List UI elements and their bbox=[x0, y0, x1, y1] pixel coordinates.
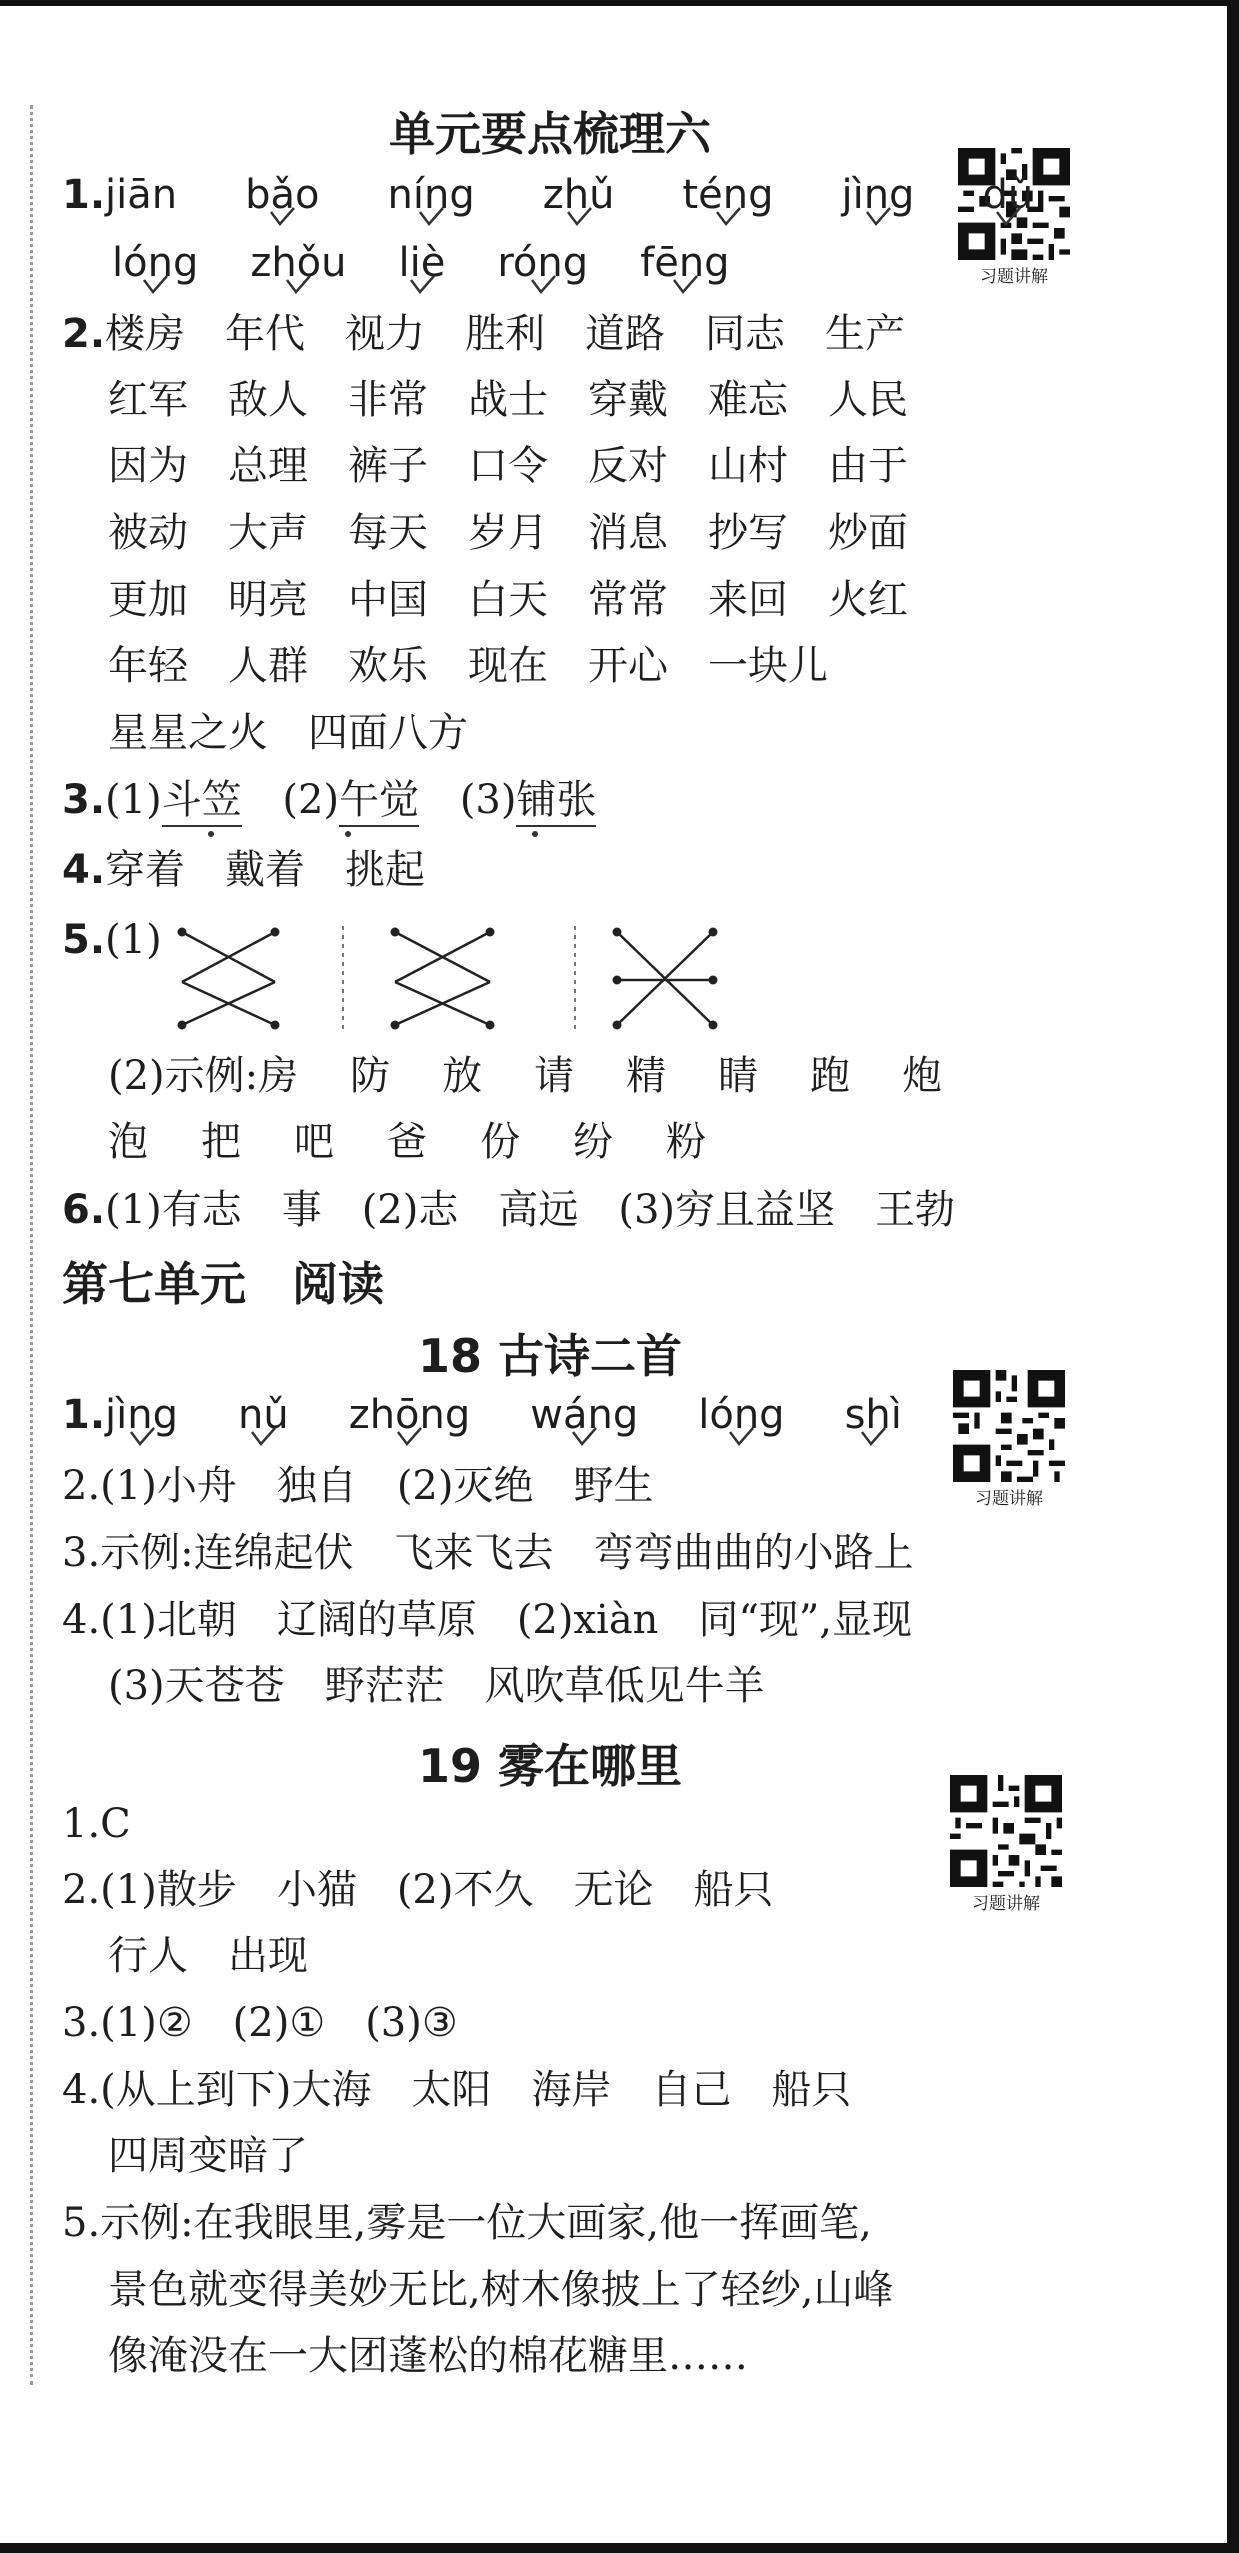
word: 消息 bbox=[588, 510, 668, 556]
word: 年代 bbox=[225, 311, 306, 357]
qr-caption: 习题讲解 bbox=[975, 1489, 1043, 1509]
word: 被动 bbox=[108, 510, 188, 556]
scan-border-bottom bbox=[0, 2543, 1239, 2553]
l18-q1-pinyin bbox=[62, 1392, 902, 1438]
word: 来回 bbox=[708, 577, 788, 623]
l19-q2-line2: 行人 出现 bbox=[108, 1933, 308, 1979]
word: 敌人 bbox=[228, 377, 308, 423]
word: 口令 bbox=[468, 443, 548, 489]
sub-index: (3) bbox=[459, 777, 517, 823]
pinyin-word: jiān bbox=[105, 172, 178, 218]
word: 年轻 bbox=[108, 643, 188, 689]
character: 纷 bbox=[573, 1119, 613, 1165]
pinyin-word: zhǒu bbox=[250, 240, 346, 286]
l19-q1: 1.C bbox=[62, 1801, 131, 1847]
word: 挑起 bbox=[345, 847, 426, 893]
word: 穿戴 bbox=[588, 377, 668, 423]
character: 粉 bbox=[666, 1119, 706, 1165]
word: 中国 bbox=[348, 577, 428, 623]
qr-code-icon bbox=[953, 1370, 1065, 1482]
binding-dotted-line bbox=[30, 105, 33, 2385]
u6-q5-part2-row2 bbox=[108, 1114, 706, 1170]
matching-group-3 bbox=[613, 928, 718, 1030]
check-mark-icon bbox=[565, 206, 593, 228]
check-mark-icon bbox=[408, 274, 436, 296]
pinyin-word: nǔ bbox=[238, 1392, 289, 1438]
emphasis-dot bbox=[208, 831, 214, 837]
word: 红军 bbox=[108, 377, 188, 423]
word: 战士 bbox=[468, 377, 548, 423]
check-mark-icon bbox=[864, 206, 892, 228]
u6-q1-pinyin-row1 bbox=[62, 172, 1033, 218]
word: 欢乐 bbox=[348, 643, 428, 689]
check-mark-icon bbox=[395, 1426, 423, 1448]
u6-q4 bbox=[62, 842, 465, 898]
qr-code-lesson18[interactable] bbox=[953, 1370, 1065, 1509]
matching-diagram bbox=[160, 920, 720, 1040]
character: 把 bbox=[201, 1119, 241, 1165]
l19-q5-line3: 像淹没在一大团蓬松的棉花糖里…… bbox=[108, 2333, 748, 2379]
word: 抄写 bbox=[708, 510, 788, 556]
word: 人民 bbox=[828, 377, 908, 423]
check-mark-icon bbox=[671, 274, 699, 296]
u6-q5-part2-row1 bbox=[108, 1048, 942, 1104]
l19-q2-line1: 2.(1)散步 小猫 (2)不久 无论 船只 bbox=[62, 1867, 774, 1913]
word: 道路 bbox=[585, 311, 666, 357]
pinyin-word: lóng bbox=[698, 1392, 784, 1438]
pinyin-word: zhōng bbox=[349, 1392, 471, 1438]
character: 防 bbox=[350, 1053, 391, 1099]
l19-q5-line2: 景色就变得美妙无比,树木像披上了轻纱,山峰 bbox=[108, 2267, 894, 2313]
question-number: 2. bbox=[62, 311, 106, 357]
matching-group-2 bbox=[391, 928, 495, 1030]
matching-group-1 bbox=[178, 928, 280, 1030]
pinyin-word: shì bbox=[845, 1392, 902, 1438]
word: 白天 bbox=[468, 577, 548, 623]
word: 因为 bbox=[108, 443, 188, 489]
qr-caption: 习题讲解 bbox=[980, 267, 1048, 287]
pinyin-word: níng bbox=[388, 172, 475, 218]
unit6-title: 单元要点梳理六 bbox=[389, 107, 711, 161]
word: 同志 bbox=[705, 311, 786, 357]
check-mark-icon bbox=[249, 1426, 277, 1448]
word: 四面八方 bbox=[308, 710, 468, 756]
character: 爸 bbox=[387, 1119, 427, 1165]
word: 常常 bbox=[588, 577, 668, 623]
word: 每天 bbox=[348, 510, 428, 556]
l19-q3: 3.(1)② (2)① (3)③ bbox=[62, 2000, 458, 2046]
sub-index: (2)示例: bbox=[108, 1053, 259, 1099]
l18-q4-line1: 4.(1)北朝 辽阔的草原 (2)xiàn 同“现”,显现 bbox=[62, 1597, 913, 1643]
check-mark-icon bbox=[994, 206, 1022, 228]
character: 泡 bbox=[108, 1119, 148, 1165]
word: 戴着 bbox=[225, 847, 306, 893]
character: 跑 bbox=[810, 1053, 851, 1099]
check-mark-icon bbox=[417, 206, 445, 228]
answer-text: (1)有志 事 (2)志 高远 (3)穷且益坚 王勃 bbox=[105, 1187, 956, 1233]
character: 份 bbox=[480, 1119, 520, 1165]
l18-q4-line2: (3)天苍苍 野茫茫 风吹草低见牛羊 bbox=[108, 1663, 765, 1709]
word: 反对 bbox=[588, 443, 668, 489]
character: 炮 bbox=[902, 1053, 943, 1099]
pinyin-word: róng bbox=[497, 240, 588, 286]
check-mark-icon bbox=[727, 1426, 755, 1448]
word: 炒面 bbox=[828, 510, 908, 556]
pinyin-word: jìng bbox=[841, 172, 914, 218]
qr-code-icon bbox=[950, 1775, 1062, 1887]
word: 明亮 bbox=[228, 577, 308, 623]
question-number: 6. bbox=[62, 1187, 106, 1233]
qr-code-lesson19[interactable] bbox=[950, 1775, 1062, 1914]
word: 胜利 bbox=[465, 311, 546, 357]
word: 现在 bbox=[468, 643, 548, 689]
pinyin-word: zhǔ bbox=[543, 172, 615, 218]
word: 一块儿 bbox=[708, 643, 828, 689]
question-number: 5. bbox=[62, 917, 106, 963]
question-number: 1. bbox=[62, 1392, 106, 1438]
scan-border-right bbox=[1227, 0, 1239, 2553]
character: 放 bbox=[442, 1053, 483, 1099]
check-mark-icon bbox=[284, 274, 312, 296]
scan-border-top bbox=[0, 0, 1239, 6]
check-mark-icon bbox=[128, 1426, 156, 1448]
question-number: 3. bbox=[62, 777, 106, 823]
sub-index: (1) bbox=[105, 777, 162, 823]
underlined-answer: 铺张 bbox=[516, 777, 596, 827]
sub-index: (1) bbox=[105, 917, 162, 963]
u6-q2-row bbox=[108, 438, 948, 494]
check-mark-icon bbox=[141, 274, 169, 296]
check-mark-icon bbox=[570, 1426, 598, 1448]
u6-q2-row bbox=[108, 372, 948, 428]
question-number: 1. bbox=[62, 172, 106, 218]
u6-q5-label bbox=[62, 912, 162, 968]
pinyin-word: liè bbox=[399, 240, 446, 286]
word: 大声 bbox=[228, 510, 308, 556]
underlined-answer: 午觉 bbox=[339, 777, 419, 827]
u6-q2-row bbox=[108, 705, 508, 761]
check-mark-icon bbox=[859, 1426, 887, 1448]
l19-q4-line2: 四周变暗了 bbox=[108, 2133, 308, 2179]
word: 裤子 bbox=[348, 443, 428, 489]
l18-q3: 3.示例:连绵起伏 飞来飞去 弯弯曲曲的小路上 bbox=[62, 1530, 914, 1576]
check-mark-icon bbox=[714, 206, 742, 228]
word: 更加 bbox=[108, 577, 188, 623]
word: 生产 bbox=[825, 311, 906, 357]
emphasis-dot bbox=[532, 831, 538, 837]
word: 星星之火 bbox=[108, 710, 268, 756]
unit7-heading: 第七单元 阅读 bbox=[62, 1257, 384, 1311]
pinyin-word: jìng bbox=[105, 1392, 178, 1438]
pinyin-word: téng bbox=[682, 172, 773, 218]
character: 请 bbox=[534, 1053, 575, 1099]
character: 吧 bbox=[294, 1119, 334, 1165]
word: 穿着 bbox=[105, 847, 186, 893]
check-mark-icon bbox=[529, 274, 557, 296]
word: 火红 bbox=[828, 577, 908, 623]
pinyin-word: dǔ bbox=[982, 172, 1033, 218]
word: 楼房 bbox=[105, 311, 186, 357]
u6-q2-row bbox=[108, 638, 868, 694]
word: 人群 bbox=[228, 643, 308, 689]
pinyin-word: bǎo bbox=[245, 172, 319, 218]
character: 睛 bbox=[718, 1053, 759, 1099]
sub-index: (2) bbox=[282, 777, 340, 823]
underlined-answer: 斗笠 bbox=[162, 777, 242, 827]
word: 山村 bbox=[708, 443, 788, 489]
character: 房 bbox=[258, 1053, 299, 1099]
pinyin-word: fēng bbox=[640, 240, 729, 286]
u6-q2-row bbox=[108, 572, 948, 628]
question-number: 4. bbox=[62, 847, 106, 893]
u6-q1-pinyin-row2 bbox=[112, 240, 730, 286]
pinyin-word: lóng bbox=[112, 240, 198, 286]
u6-q6 bbox=[62, 1182, 955, 1238]
l19-q5-line1: 5.示例:在我眼里,雾是一位大画家,他一挥画笔, bbox=[62, 2200, 872, 2246]
lesson18-title: 18 古诗二首 bbox=[417, 1329, 683, 1383]
u6-q2-row bbox=[108, 505, 948, 561]
l19-q4-line1: 4.(从上到下)大海 太阳 海岸 自己 船只 bbox=[62, 2067, 852, 2113]
character: 精 bbox=[626, 1053, 667, 1099]
word: 由于 bbox=[828, 443, 908, 489]
u6-q2-row bbox=[62, 306, 945, 362]
word: 难忘 bbox=[708, 377, 788, 423]
word: 岁月 bbox=[468, 510, 548, 556]
u6-q3 bbox=[62, 772, 596, 828]
word: 总理 bbox=[228, 443, 308, 489]
word: 视力 bbox=[345, 311, 426, 357]
check-mark-icon bbox=[268, 206, 296, 228]
word: 非常 bbox=[348, 377, 428, 423]
pinyin-word: wáng bbox=[530, 1392, 638, 1438]
emphasis-dot bbox=[345, 831, 351, 837]
word: 开心 bbox=[588, 643, 668, 689]
l18-q2: 2.(1)小舟 独自 (2)灭绝 野生 bbox=[62, 1463, 654, 1509]
qr-caption: 习题讲解 bbox=[972, 1894, 1040, 1914]
lesson19-title: 19 雾在哪里 bbox=[417, 1739, 683, 1793]
